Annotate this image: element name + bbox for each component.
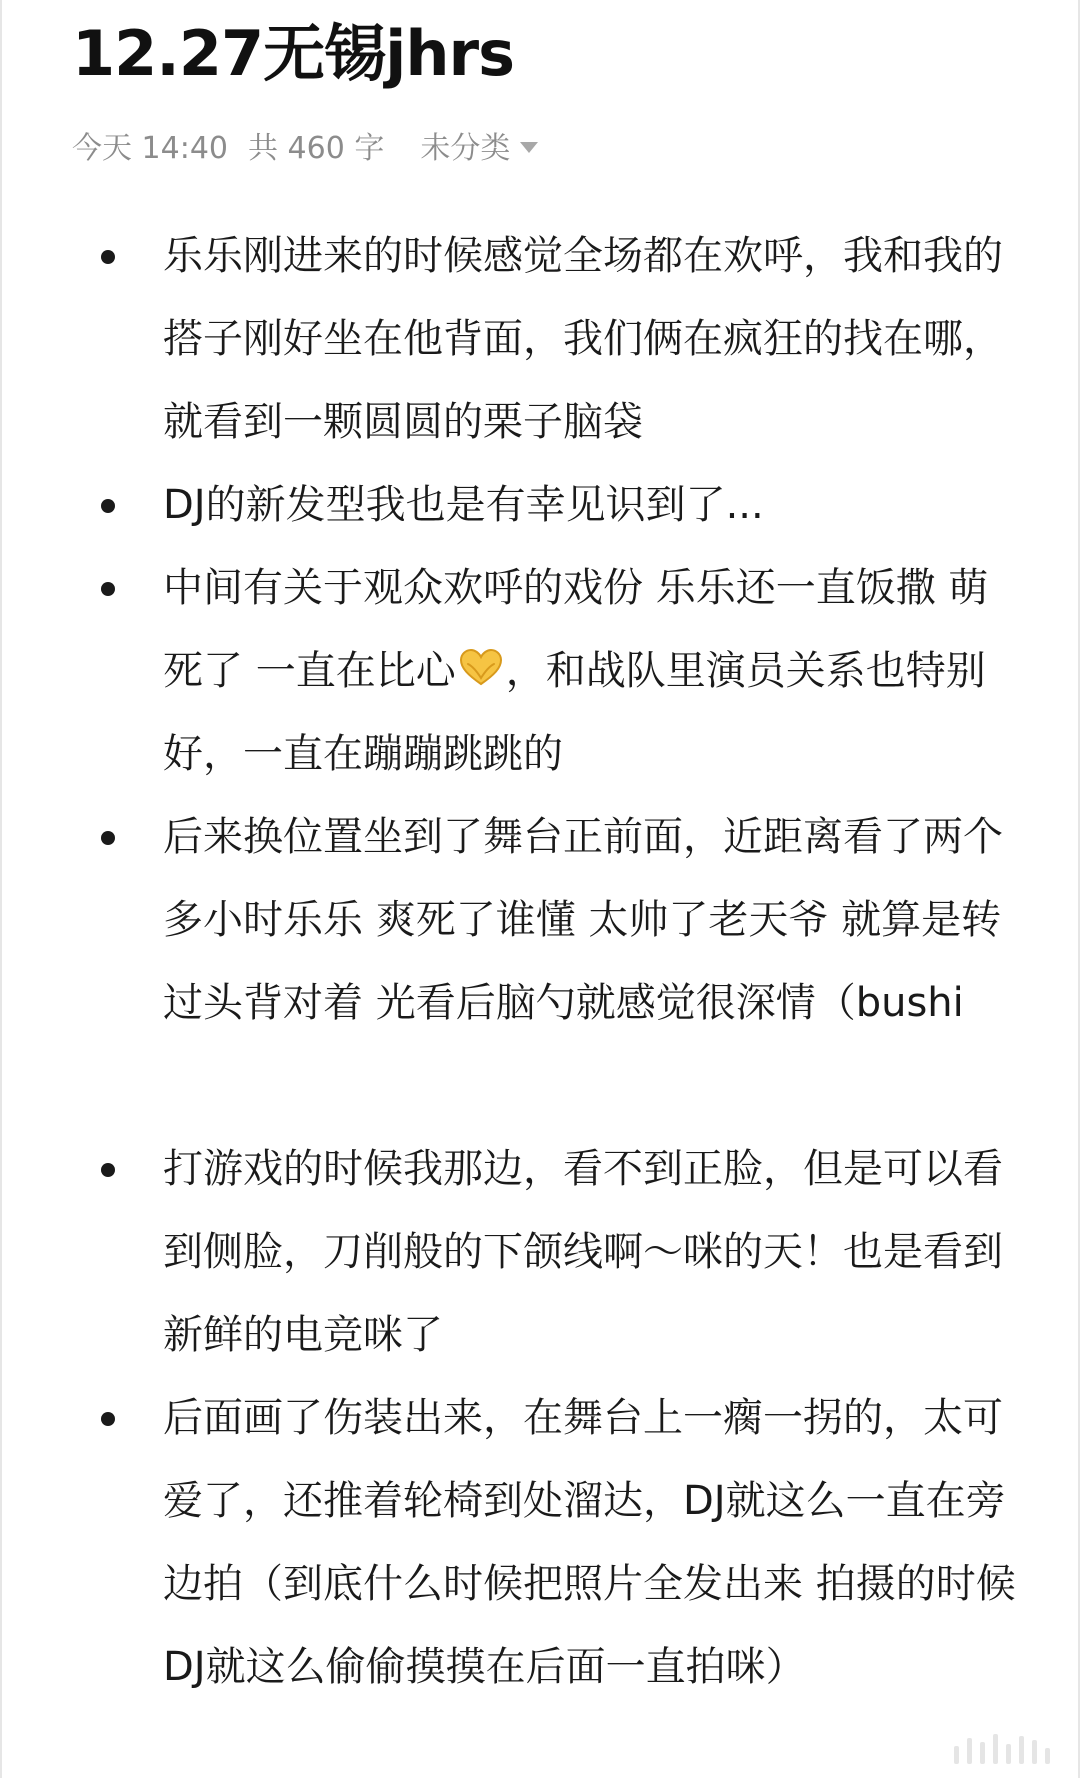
list-item-text: DJ的新发型我也是有幸见识到了... [163,482,764,528]
bullet-dot [101,1412,115,1426]
list-item-text: 后来换位置坐到了舞台正前面，近距离看了两个多小时乐乐 爽死了谁懂 太帅了老天爷 就算是转过头背对着 光看后脑勺就感觉很深情（bushi [163,814,1003,1026]
list-item-text: 后面画了伤装出来，在舞台上一瘸一拐的，太可爱了，还推着轮椅到处溜达，DJ就这么一直在旁边拍（到底什么时候把照片全发出来 拍摄的时候DJ就这么偷偷摸摸在后面一直拍咪） [163,1395,1016,1690]
watermark-bars [954,1734,1050,1764]
list-item-text: 打游戏的时候我那边，看不到正脸，但是可以看到侧脸，刀削般的下颌线啊～咪的天！也是看到新鲜的电竞咪了 [163,1146,1003,1358]
note-title[interactable]: 12.27无锡jhrs [72,17,514,90]
list-item-text [163,547,1023,796]
bullet-dot [101,250,115,264]
heart-hands-emoji-icon [458,648,504,688]
bullet-dot [101,499,115,513]
list-item-text: 乐乐刚进来的时候感觉全场都在欢呼，我和我的搭子刚好坐在他背面，我们俩在疯狂的找在哪，就看到一颗圆圆的栗子脑袋 [163,233,1003,445]
page-left-border [0,0,2,1778]
caret-down-icon [520,142,538,153]
bullet-dot [101,831,115,845]
note-word-count: 共 460 字 [248,131,385,166]
bullet-dot [101,582,115,596]
category-label: 未分类 [420,131,511,166]
note-meta [72,125,538,165]
list-item-text-part: 中间有关于观众欢呼的戏份 乐乐还一直饭撒 萌死了 一直在比心 [163,565,989,694]
list-item-text-part: ，和战队里演员关系也特别好，一直在蹦蹦跳跳的 [163,648,986,777]
bullet-dot [101,1163,115,1177]
note-date: 今天 14:40 [72,131,228,166]
category-selector[interactable] [420,123,538,167]
